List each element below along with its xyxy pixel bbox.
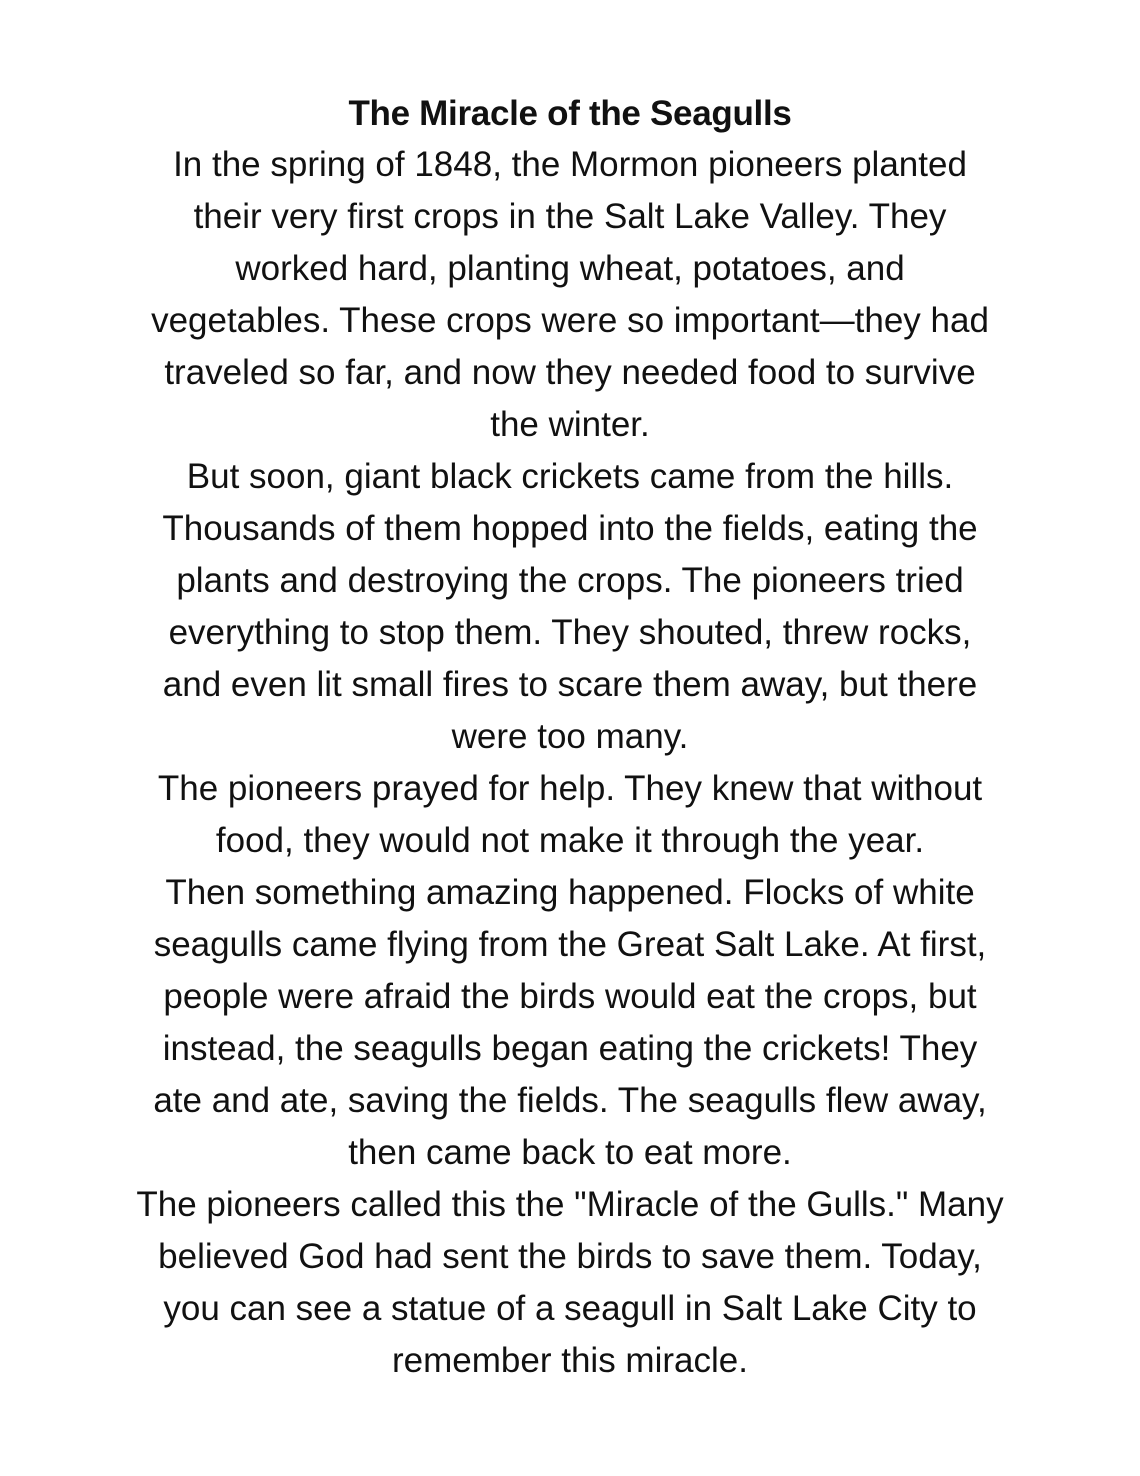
text-line: Then something amazing happened. Flocks of white: [165, 873, 975, 912]
text-line: then came back to eat more.: [348, 1133, 792, 1172]
text-line: remember this miracle.: [392, 1341, 748, 1380]
paragraph-prayer: [60, 763, 1080, 867]
text-line: and even lit small fires to scare them away, but there: [162, 665, 978, 704]
text-line: instead, the seagulls began eating the crickets! They: [162, 1029, 978, 1068]
text-line: their very first crops in the Salt Lake Valley. They: [193, 197, 947, 236]
text-line: you can see a statue of a seagull in Salt Lake City to: [163, 1289, 977, 1328]
document-title: The Miracle of the Seagulls: [348, 94, 792, 133]
text-line: In the spring of 1848, the Mormon pioneers planted: [173, 145, 967, 184]
text-line: believed God had sent the birds to save them. Today,: [158, 1237, 982, 1276]
paragraph-seagulls: [60, 867, 1080, 1179]
paragraph-crickets: [60, 451, 1080, 763]
text-line: the winter.: [490, 405, 650, 444]
paragraph-miracle: [60, 1179, 1080, 1387]
text-line: Thousands of them hopped into the fields, eating the: [162, 509, 978, 548]
text-line: worked hard, planting wheat, potatoes, and: [235, 249, 905, 288]
text-line: were too many.: [451, 717, 689, 756]
text-line: plants and destroying the crops. The pioneers tried: [176, 561, 964, 600]
text-line: The pioneers called this the "Miracle of the Gulls." Many: [136, 1185, 1004, 1224]
text-line: people were afraid the birds would eat the crops, but: [163, 977, 977, 1016]
document-body: [60, 89, 1080, 1387]
text-line: everything to stop them. They shouted, threw rocks,: [168, 613, 972, 652]
paragraph-planting: [60, 139, 1080, 451]
text-line: vegetables. These crops were so important—they had: [151, 301, 989, 340]
text-line: ate and ate, saving the fields. The seagulls flew away,: [153, 1081, 987, 1120]
text-line: seagulls came flying from the Great Salt Lake. At first,: [153, 925, 987, 964]
text-line: traveled so far, and now they needed food to survive: [164, 353, 976, 392]
text-line: food, they would not make it through the year.: [215, 821, 925, 860]
text-line: But soon, giant black crickets came from the hills.: [186, 457, 954, 496]
text-line: The pioneers prayed for help. They knew that without: [157, 769, 983, 808]
